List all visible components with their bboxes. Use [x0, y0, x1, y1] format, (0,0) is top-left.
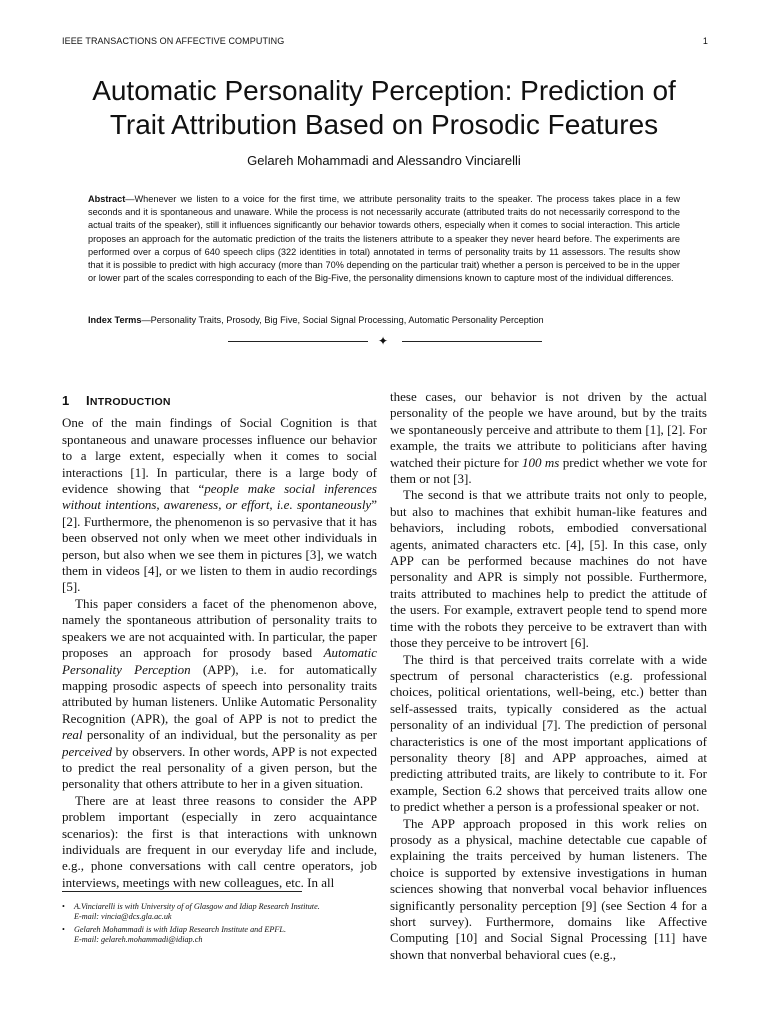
divider-rule-right	[402, 341, 542, 342]
running-head	[62, 36, 708, 46]
intro-paragraph-5: The second is that we attribute traits not only to people, but also to machines that exhibit human-like features and behaviors, including robots, embodied conversational agents, animated characters etc. [4], [5]. In this case, only APP can be performed because machines do not have personality and APR is simply not possible. Furthermore, traits attributed to machines help to predict the attitude of the users. For example, extravert people tend to spend more time with the robots they perceive to be extravert than with those they perceive to be introvert [6].	[390, 487, 707, 651]
intro-p2-perceived: perceived	[62, 743, 113, 759]
intro-paragraph-3: There are at least three reasons to consider the APP problem important (especially in zero acquaintance scenarios): the first is that interactions with unknown individuals are frequent in our everyday life and include, e.g., phone conversations with call centre operators, job interviews, meetings with new colleagues, etc. In all	[62, 792, 377, 890]
intro-p4-text-a: these cases, our behavior is not driven by the actual personality of the people we have around, but by the traits we spontaneously perceive and attribute to them [1], [2]. For example, the traits we attribute to politicians after having watched their picture for	[390, 389, 707, 470]
paper-title	[40, 74, 728, 142]
intro-p2-real: real	[62, 727, 83, 743]
section-number: 1	[62, 393, 70, 408]
intro-p2-text-b: (APP), i.e. for automatically mapping prosodic aspects of speech into personality traits attributed by human listeners. Unlike Automatic Personality Recognition (APR), the goal of APP is not to predict the	[62, 661, 377, 726]
intro-paragraph-6: The third is that perceived traits correlate with a wide spectrum of personal characteristics (e.g. professional choices, political orientations, well-being, etc.) better than self-assessed traits, typically considered as the actual personality of an individual [7]. The prediction of personal characteristics is one of the most important applications of personality theory [8] and APP approaches, aimed at predicting attributed traits, are likely to contribute to it. For example, Section 6.2 shows that perceived traits allow one to predict whether a person is a professional speaker or not.	[390, 651, 707, 815]
abstract-text: —Whenever we listen to a voice for the first time, we attribute personality traits to the speaker. The process takes place in a few seconds and it is spontaneous and unaware. While the process is not necessarily accurate (attributed traits do not necessarily correspond to the actual traits of the speaker), still it influences significantly our behavior towards others, especially when it comes to social interaction. This article proposes an approach for the automatic prediction of the traits the listeners attribute to a speaker they never heard before. The experiments are performed over a corpus of 640 speech clips (322 identities in total) annotated in terms of personality traits by 11 assessors. The results show that it is possible to predict with high accuracy (more than 70% depending on the particular trait) whether a person is perceived to be in the upper or lower part of the scales corresponding to each of the Big-Five, the personality dimensions known to capture most of the individual differences.	[88, 194, 680, 284]
intro-paragraph-7: The APP approach proposed in this work relies on prosody as a physical, machine detectable cue capable of explaining the traits perceived by human listeners. The choice is supported by extensive investigations in human sciences showing that nonverbal vocal behavior influences significantly personality perception [9] (see Section 4 for a short survey). Furthermore, domains like Affective Computing [10] and Social Signal Processing [11] have shown that nonverbal behavioral cues (e.g.,	[390, 815, 707, 962]
paper-title-line-1: Automatic Personality Perception: Prediction of	[92, 75, 676, 106]
intro-p2-term: Automatic Personality Perception	[62, 645, 377, 677]
bullet-icon: •	[62, 902, 65, 911]
bullet-icon: •	[62, 924, 65, 934]
author-list: Gelareh Mohammadi and Alessandro Vinciarelli	[247, 153, 521, 168]
page-number: 1	[702, 36, 708, 46]
section-title-initial: I	[86, 393, 90, 408]
index-terms-label: Index Terms	[88, 315, 142, 325]
index-terms-text: —Personality Traits, Prosody, Big Five, Social Signal Processing, Automatic Personality Perception	[141, 315, 544, 325]
intro-p4-math: 100 ms	[521, 454, 560, 470]
divider-diamond-icon: ✦	[378, 334, 389, 348]
section-title-rest: NTRODUCTION	[89, 396, 171, 408]
intro-paragraph-4	[390, 389, 707, 487]
intro-p2-text-a: This paper considers a facet of the phenomenon above, namely the spontaneous attribution of personality traits to speakers we are not acquainted with. In particular, the paper proposes an approach for prosody based	[62, 595, 377, 661]
footnotes	[62, 902, 377, 948]
intro-p1-text-a: One of the main findings of Social Cognition is that spontaneous and unaware processes influence our behavior to a large extent, especially when it comes to social interactions [1]. In particular, there is a large body of evidence showing that “	[62, 415, 377, 497]
journal-name: IEEE TRANSACTIONS ON AFFECTIVE COMPUTING	[62, 36, 285, 46]
index-terms	[88, 314, 680, 327]
footnote-item	[62, 925, 377, 946]
divider-rule-left	[228, 341, 368, 342]
footnote-item	[62, 902, 377, 923]
paper-title-line-2: Trait Attribution Based on Prosodic Features	[109, 109, 659, 140]
footnote-affiliation: A.Vinciarelli is with University of of Glasgow and Idiap Research Institute.	[74, 902, 320, 911]
intro-p2-text-c: personality of an individual, but the personality as per	[82, 727, 377, 743]
footnote-email: E-mail: gelareh.mohammadi@idiap.ch	[74, 935, 203, 945]
footnote-email: E-mail: vincia@dcs.gla.ac.uk	[74, 912, 172, 922]
section-divider	[228, 334, 542, 348]
intro-p1-text-b: ” [2]. Furthermore, the phenomenon is so pervasive that it has been observed not only when we meet other individuals in person, but also when we see them in pictures [3], we watch them in videos [4], or we listen to them in audio recordings [5].	[62, 497, 377, 595]
intro-p1-quote: people make social inferences without intentions, awareness, or effort, i.e. spontaneously	[62, 481, 377, 513]
intro-paragraph-1	[62, 415, 377, 595]
abstract-label: Abstract	[88, 194, 126, 204]
section-heading-introduction	[62, 393, 377, 410]
footnote-affiliation: Gelareh Mohammadi is with Idiap Research Institute and EPFL.	[74, 924, 287, 934]
right-column	[390, 389, 707, 963]
intro-p4-text-b: predict whether we vote for them or not [3].	[390, 454, 707, 487]
abstract	[88, 193, 680, 285]
left-column	[62, 393, 377, 891]
intro-paragraph-2	[62, 596, 377, 793]
intro-p2-text-d: by observers. In other words, APP is not expected to predict the real personality of a given person, but the personality that others attribute to her in a given situation.	[62, 743, 377, 792]
footnote-rule	[62, 891, 302, 892]
